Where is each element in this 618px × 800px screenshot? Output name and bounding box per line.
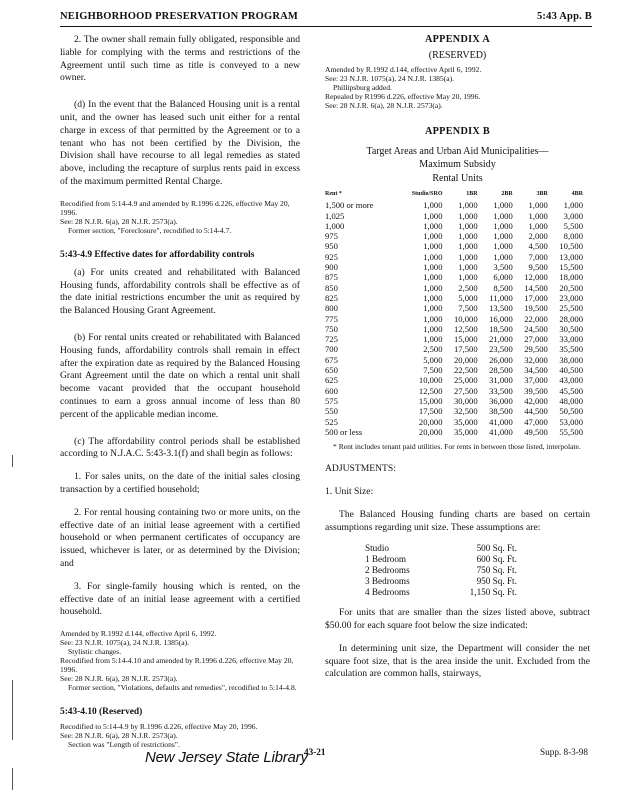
subsidy-cell: 18,500 (489, 323, 513, 334)
unit-size-cell: 750 Sq. Ft. (476, 564, 517, 575)
unit-size-heading: 1. Unit Size: (325, 485, 374, 497)
subsidy-cell: 10,000 (418, 375, 443, 386)
unit-size-cell: 950 Sq. Ft. (476, 575, 517, 586)
table-row (325, 211, 583, 221)
subsidy-cell: 30,500 (559, 323, 583, 334)
unit-type-cell: 2 Bedrooms (365, 564, 410, 575)
table-row (325, 221, 583, 231)
subsidy-cell: 34,500 (524, 365, 548, 376)
unit-size-cell: 1,150 Sq. Ft. (469, 586, 517, 597)
subsidy-cell: 1,000 (493, 220, 513, 231)
subsidy-cell: 33,500 (489, 385, 513, 396)
subsidy-cell: 22,500 (454, 365, 478, 376)
subsidy-cell: 38,500 (489, 406, 513, 417)
unit-size-table (365, 543, 517, 597)
list-item-3: 3. For single-family housing which is rented, on the effective date of an initial lease agreement with a certified household. (60, 580, 300, 618)
subsidy-cell: 45,500 (559, 385, 583, 396)
subsidy-cell: 1,000 (423, 210, 443, 221)
subsidy-cell: 1,000 (423, 334, 443, 345)
subsidy-cell: 1,000 (423, 323, 443, 334)
citation-line: Amended by R.1992 d.144, effective April 6, 1992. (60, 629, 217, 639)
table-row (325, 324, 583, 334)
subsidy-cell: 3,000 (563, 210, 583, 221)
appendix-a-subtitle: (RESERVED) (428, 50, 487, 61)
subsidy-cell: 1,000 (458, 200, 478, 211)
appendix-b-subtitle-2: Maximum Subsidy (419, 159, 496, 170)
citation-line: Section was "Length of restrictions". (68, 740, 180, 750)
subsidy-cell: 7,000 (528, 251, 548, 262)
citation-line: Phillipsburg added. (333, 83, 392, 92)
subsidy-cell: 7,500 (458, 303, 478, 314)
appendix-b-subtitle-1: Target Areas and Urban Aid Municipalities— (366, 146, 549, 157)
subsidy-cell: 42,000 (524, 395, 548, 406)
rental-units-title: Rental Units (432, 173, 483, 184)
subsidy-cell: 15,500 (559, 262, 583, 273)
subsidy-cell: 1,000 (493, 251, 513, 262)
rent-cell: 650 (325, 365, 338, 376)
table-row (325, 417, 583, 427)
running-header (60, 8, 592, 27)
citation-line: Repealed by R1996 d.226, effective May 20, 1996. (325, 92, 481, 101)
rent-cell: 950 (325, 241, 338, 252)
paragraph-2: 2. The owner shall remain fully obligated, responsible and liable for complying with the terms and restrictions of the Agreement until such time as title is conveyed to a new owner. (60, 34, 300, 84)
subsidy-cell: 11,000 (489, 292, 513, 303)
citation-line: See: 23 N.J.R. 1075(a), 24 N.J.R. 1385(a). (60, 638, 190, 648)
table-footnote: * Rent includes tenant paid utilities. For rents in between those listed, interpolate. (333, 442, 581, 452)
subsidy-cell: 1,000 (493, 200, 513, 211)
table-row (325, 314, 583, 324)
page-number: 43-21 (304, 747, 326, 757)
rent-cell: 1,025 (325, 210, 345, 221)
table-row (365, 587, 517, 598)
subsidy-cell: 2,500 (423, 344, 443, 355)
subsidy-cell: 19,500 (524, 303, 548, 314)
list-item-1: 1. For sales units, on the date of the initial sales closing transaction by a certified household; (60, 471, 300, 495)
subsidy-cell: 17,000 (524, 292, 548, 303)
subsidy-cell: 1,000 (528, 210, 548, 221)
table-row (325, 375, 583, 385)
appendix-a-citations (325, 65, 590, 110)
rent-cell: 825 (325, 292, 338, 303)
subsidy-cell: 1,000 (563, 200, 583, 211)
subsidy-cell: 48,000 (559, 395, 583, 406)
rent-cell: 575 (325, 395, 338, 406)
left-column (60, 34, 300, 749)
rent-cell: 975 (325, 231, 338, 242)
subsidy-cell: 32,000 (524, 354, 548, 365)
table-row (325, 334, 583, 344)
subsidy-cell: 21,000 (489, 334, 513, 345)
subsidy-cell: 26,000 (489, 354, 513, 365)
subsidy-cell: 1,000 (493, 231, 513, 242)
rent-cell: 725 (325, 334, 338, 345)
subsidy-cell: 53,000 (559, 416, 583, 427)
rent-subsidy-table (325, 189, 583, 437)
citation-line: Recodified from 5:14-4.10 and amended by R.1996 d.226, effective May 20, 1996. (60, 656, 294, 675)
appendix-a-title: APPENDIX A (425, 34, 490, 45)
subsidy-cell: 20,000 (418, 416, 443, 427)
citation-block-1 (60, 199, 300, 235)
subsidy-cell: 25,000 (454, 375, 478, 386)
rent-cell: 525 (325, 416, 338, 427)
table-header-row (325, 189, 583, 200)
subsidy-cell: 29,500 (524, 344, 548, 355)
header-title: NEIGHBORHOOD PRESERVATION PROGRAM (60, 11, 299, 22)
subsidy-cell: 1,000 (423, 272, 443, 283)
subsidy-cell: 50,500 (559, 406, 583, 417)
subsidy-cell: 41,000 (489, 426, 513, 437)
subsidy-cell: 22,000 (524, 313, 548, 324)
subsidy-cell: 15,000 (454, 334, 478, 345)
subsidy-cell: 1,000 (493, 210, 513, 221)
rent-cell: 900 (325, 262, 338, 273)
subsidy-cell: 28,000 (559, 313, 583, 324)
rent-cell: 775 (325, 313, 338, 324)
subsidy-cell: 33,000 (559, 334, 583, 345)
table-row (325, 396, 583, 406)
rent-cell: 750 (325, 323, 338, 334)
table-row (325, 262, 583, 272)
subsidy-cell: 1,000 (493, 241, 513, 252)
subsidy-cell: 10,500 (559, 241, 583, 252)
adjustments-heading: ADJUSTMENTS: (325, 463, 396, 475)
subsidy-cell: 20,000 (454, 354, 478, 365)
unit-size-determination-paragraph: In determining unit size, the Department will consider the net square foot size, that is the area inside the unit. Excluded from the calculation are common halls, stairways, (325, 642, 590, 680)
subsidy-cell: 36,000 (489, 395, 513, 406)
unit-type-cell: 1 Bedroom (365, 554, 407, 565)
rent-cell: 875 (325, 272, 338, 283)
paragraph-a: (a) For units created and rehabilitated with Balanced Housing funds, affordability controls shall be effective as of the date initial restrictions encumber the unit as required by the Balanced Housing Grant Agreement. (60, 266, 300, 317)
subsidy-cell: 8,000 (563, 231, 583, 242)
subsidy-cell: 1,000 (458, 251, 478, 262)
subsidy-cell: 28,500 (489, 365, 513, 376)
subsidy-cell: 1,000 (458, 272, 478, 283)
margin-mark (12, 680, 13, 740)
subsidy-cell: 23,500 (489, 344, 513, 355)
subsidy-cell: 15,000 (418, 395, 443, 406)
subsidy-cell: 38,000 (559, 354, 583, 365)
rent-cell: 925 (325, 251, 338, 262)
subsidy-cell: 1,000 (458, 220, 478, 231)
subsidy-cell: 20,000 (418, 426, 443, 437)
subsidy-cell: 27,000 (524, 334, 548, 345)
table-row (325, 303, 583, 313)
subsidy-cell: 35,000 (454, 426, 478, 437)
table-row (325, 427, 583, 437)
rent-cell: 1,000 (325, 220, 345, 231)
table-row (325, 344, 583, 354)
subsidy-cell: 10,000 (454, 313, 478, 324)
subsidy-cell: 5,000 (423, 354, 443, 365)
subsidy-cell: 1,000 (458, 241, 478, 252)
citation-line: Recodified from 5:14-4.9 and amended by R.1996 d.226, effective May 20, 1996. (60, 198, 290, 217)
subsidy-cell: 13,000 (559, 251, 583, 262)
citation-line: Amended by R.1992 d.144, effective April 6, 1992. (325, 65, 482, 74)
rent-cell: 675 (325, 354, 338, 365)
subsidy-cell: 6,000 (493, 272, 513, 283)
unit-type-cell: 4 Bedrooms (365, 586, 410, 597)
column-header: Studio/SRO (411, 191, 443, 197)
subsidy-cell: 17,500 (418, 406, 443, 417)
list-item-2: 2. For rental housing containing two or more units, on the effective date of an initial lease agreement with a certified household or when permanent certificates of occupancy are issued, whichever is later, or as determined by the Division; and (60, 506, 300, 569)
subsidy-cell: 31,000 (489, 375, 513, 386)
table-row (365, 565, 517, 576)
rent-cell: 700 (325, 344, 338, 355)
subsidy-cell: 43,000 (559, 375, 583, 386)
citation-line: Former section, "Violations, defaults and remedies", recodified to 5:14-4.8. (68, 683, 297, 693)
unit-size-paragraph: The Balanced Housing funding charts are based on certain assumptions regarding unit size. These assumptions are: (325, 508, 590, 533)
table-row (365, 576, 517, 587)
table-row (325, 365, 583, 375)
subsidy-cell: 1,000 (423, 220, 443, 231)
subsidy-cell: 20,500 (559, 282, 583, 293)
table-row (325, 231, 583, 241)
subsidy-cell: 3,500 (493, 262, 513, 273)
table-row (325, 241, 583, 251)
subsidy-cell: 1,000 (423, 231, 443, 242)
subsidy-cell: 49,500 (524, 426, 548, 437)
subsidy-cell: 1,000 (423, 251, 443, 262)
section-heading-4-10: 5:43-4.10 (Reserved) (60, 707, 143, 718)
table-row (325, 200, 583, 210)
subsidy-cell: 1,000 (528, 200, 548, 211)
margin-mark (12, 455, 13, 467)
table-row (325, 406, 583, 416)
library-stamp: New Jersey State Library (145, 749, 308, 766)
subsidy-cell: 37,000 (524, 375, 548, 386)
subsidy-cell: 35,000 (454, 416, 478, 427)
subsidy-cell: 12,500 (454, 323, 478, 334)
rent-cell: 1,500 or more (325, 200, 374, 211)
column-header: 1BR (466, 191, 478, 197)
paragraph-c: (c) The affordability control periods shall be established according to N.J.A.C. 5:43-3.1(f) and shall begin as follows: (60, 435, 300, 460)
right-column (325, 34, 590, 681)
citation-line: Stylistic changes. (68, 647, 122, 657)
subsidy-cell: 4,500 (528, 241, 548, 252)
column-header: 3BR (536, 191, 548, 197)
subsidy-cell: 1,000 (423, 313, 443, 324)
subsidy-cell: 55,500 (559, 426, 583, 437)
subsidy-cell: 30,000 (454, 395, 478, 406)
subsidy-cell: 9,500 (528, 262, 548, 273)
unit-size-cell: 500 Sq. Ft. (476, 543, 517, 554)
table-body (325, 200, 583, 437)
unit-size-cell: 600 Sq. Ft. (476, 554, 517, 565)
table-row (325, 355, 583, 365)
subsidy-cell: 5,000 (458, 292, 478, 303)
table-row (365, 554, 517, 565)
unit-type-cell: Studio (365, 543, 389, 554)
table-row (325, 283, 583, 293)
rent-cell: 850 (325, 282, 338, 293)
column-header: 2BR (501, 191, 513, 197)
table-body (365, 543, 517, 597)
subsidy-cell: 7,500 (423, 365, 443, 376)
subsidy-cell: 1,000 (423, 282, 443, 293)
subsidy-cell: 16,000 (489, 313, 513, 324)
rent-cell: 500 or less (325, 426, 363, 437)
subsidy-cell: 25,500 (559, 303, 583, 314)
subsidy-cell: 39,500 (524, 385, 548, 396)
appendix-b-title: APPENDIX B (425, 126, 490, 137)
page-footer (0, 745, 618, 775)
subsidy-cell: 2,500 (458, 282, 478, 293)
subsidy-cell: 1,000 (423, 303, 443, 314)
rent-cell: 800 (325, 303, 338, 314)
subsidy-cell: 2,000 (528, 231, 548, 242)
supplement-date: Supp. 8-3-98 (540, 747, 588, 757)
subsidy-cell: 1,000 (423, 200, 443, 211)
column-header: 4BR (571, 191, 583, 197)
subsidy-cell: 35,500 (559, 344, 583, 355)
header-section: 5:43 App. B (536, 11, 592, 22)
citation-line: See: 28 N.J.R. 6(a), 28 N.J.R. 2573(a). (60, 731, 178, 741)
table-row (365, 543, 517, 554)
subsidy-cell: 14,500 (524, 282, 548, 293)
subsidy-cell: 13,500 (489, 303, 513, 314)
subsidy-cell: 1,000 (528, 220, 548, 231)
citation-line: See: 28 N.J.R. 6(a), 28 N.J.R. 2573(a). (60, 674, 178, 684)
subsidy-cell: 32,500 (454, 406, 478, 417)
section-heading-4-9: 5:43-4.9 Effective dates for affordability controls (60, 249, 255, 260)
subsidy-cell: 47,000 (524, 416, 548, 427)
citation-line: See: 28 N.J.R. 6(a), 28 N.J.R. 2573(a). (60, 216, 178, 226)
table-row (325, 272, 583, 282)
subsidy-cell: 44,500 (524, 406, 548, 417)
subsidy-cell: 1,000 (423, 262, 443, 273)
subsidy-cell: 1,000 (423, 292, 443, 303)
subsidy-cell: 8,500 (493, 282, 513, 293)
subsidy-cell: 18,000 (559, 272, 583, 283)
subsidy-cell: 40,500 (559, 365, 583, 376)
subsidy-cell: 12,500 (418, 385, 443, 396)
subsidy-cell: 17,500 (454, 344, 478, 355)
subsidy-cell: 27,500 (454, 385, 478, 396)
unit-type-cell: 3 Bedrooms (365, 575, 410, 586)
subsidy-cell: 23,000 (559, 292, 583, 303)
subsidy-cell: 5,500 (563, 220, 583, 231)
citation-line: Recodified to 5:14-4.9 by R.1996 d.226, effective May 20, 1996. (60, 722, 258, 732)
paragraph-d: (d) In the event that the Balanced Housing unit is a rental unit, and the owner has leased such unit either for a rental charge in excess of that permitted by the Agreement or to a tenant who has not been certified by the Division, the Division shall have recourse to all legal remedies as stated above, including the recapture of surplus rents paid in excess of the maximum permitted Rental Charge. (60, 99, 300, 187)
subsidy-cell: 1,000 (458, 262, 478, 273)
citation-line: See: 23 N.J.R. 1075(a), 24 N.J.R. 1385(a). (325, 74, 455, 83)
table-row (325, 252, 583, 262)
subsidy-cell: 41,000 (489, 416, 513, 427)
subsidy-cell: 1,000 (458, 210, 478, 221)
smaller-units-paragraph: For units that are smaller than the sizes listed above, subtract $50.00 for each square foot below the size indicated: (325, 607, 590, 632)
subsidy-cell: 1,000 (458, 231, 478, 242)
subsidy-cell: 1,000 (423, 241, 443, 252)
paragraph-b: (b) For rental units created or rehabilitated with Balanced Housing funds, affordability controls shall remain in effect after the expiration date as required by the Balanced Housing Grant Agreement until the date on which a rental unit shall become vacant provided that the occupant household continues to earn a gross annual income of less than 80 percent of the applicable median income. (60, 331, 300, 420)
table-row (325, 293, 583, 303)
subsidy-cell: 12,000 (524, 272, 548, 283)
citation-line: Former section, "Foreclosure", recodified to 5:14-4.7. (68, 225, 232, 235)
table-row (325, 386, 583, 396)
citation-line: See: 28 N.J.R. 6(a), 28 N.J.R. 2573(a). (325, 101, 443, 110)
column-header: Rent * (325, 191, 342, 197)
rent-cell: 600 (325, 385, 338, 396)
citation-block-2 (60, 629, 300, 692)
subsidy-cell: 24,500 (524, 323, 548, 334)
rent-cell: 625 (325, 375, 338, 386)
rent-cell: 550 (325, 406, 338, 417)
